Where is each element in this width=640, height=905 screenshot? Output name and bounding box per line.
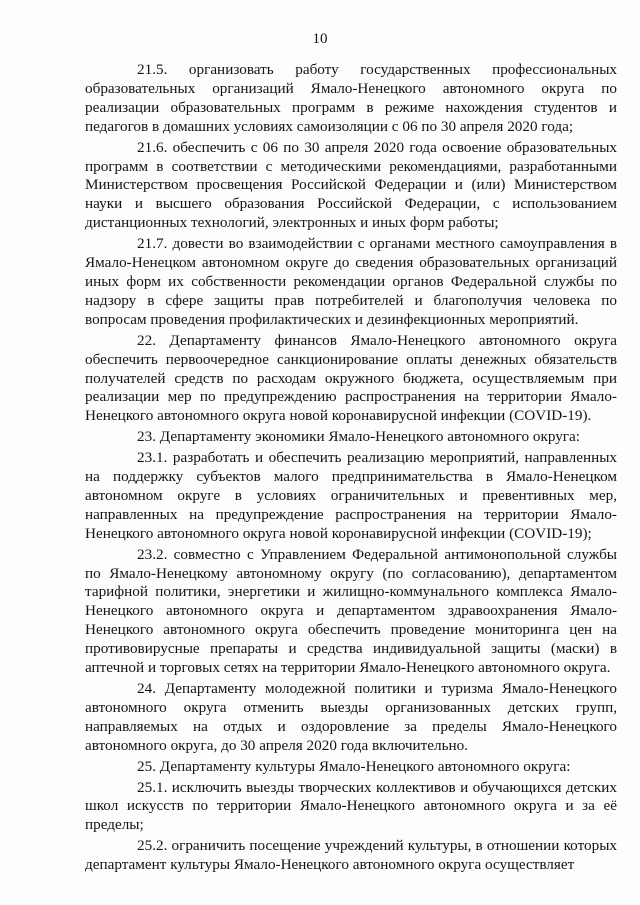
paragraph-21-6: 21.6. обеспечить с 06 по 30 апреля 2020 года освоение образовательных программ в соответствии с методическими рекомендациями, разработанными Министерством просвещения Российской Федерации и (или) Министерством науки и высшего образования Российской Федерации, с использованием дистанционных технологий, электронных и иных форм работы; <box>85 138 617 232</box>
paragraph-23-1: 23.1. разработать и обеспечить реализацию мероприятий, направленных на поддержку субъектов малого предпринимательства в Ямало-Ненецком автономном округе в условиях ограничительных и превентивных мер, направленных на предупреждение распространения на территории Ямало-Ненецкого автономного округа новой коронавирусной инфекции (COVID-19); <box>85 449 617 542</box>
paragraph-22: 22. Департаменту финансов Ямало-Ненецкого автономного округа обеспечить первоочередное санкционирование оплаты денежных обязательств получателей средств по расходам окружного бюджета, осуществляемым при реализации мер по предупреждению распространения на территории Ямало-Ненецкого автономного округа новой коронавирусной инфекции (COVID-19). <box>85 331 617 425</box>
paragraph-25-1: 25.1. исключить выезды творческих коллективов и обучающихся детских школ искусств по территории Ямало-Ненецкого автономного округа и за её пределы; <box>85 778 617 834</box>
paragraph-25: 25. Департаменту культуры Ямало-Ненецкого автономного округа: <box>137 757 571 775</box>
document-body <box>85 61 617 875</box>
paragraph-21-5: 21.5. организовать работу государственных профессиональных образовательных организаций Ямало-Ненецкого автономного округа по реализации образовательных программ в режиме нахождения студентов и педагогов в домашних условиях самоизоляции с 06 по 30 апреля 2020 года; <box>85 61 617 135</box>
paragraph-23-2: 23.2. совместно с Управлением Федеральной антимонопольной службы по Ямало-Ненецкому автономному округу (по согласованию), департаментом тарифной политики, энергетики и жилищно-коммунального комплекса Ямало-Ненецкого автономного округа и департаментом здравоохранения Ямало-Ненецкого автономного округа обеспечить проведение мониторинга цен на противовирусные препараты и средства индивидуальной защиты (маски) в аптечной и торговых сетях на территории Ямало-Ненецкого автономного округа. <box>85 545 617 677</box>
paragraph-25-2: 25.2. ограничить посещение учреждений культуры, в отношении которых департамент культуры Ямало-Ненецкого автономного округа осуществляет <box>85 837 617 874</box>
paragraph-21-7: 21.7. довести во взаимодействии с органами местного самоуправления в Ямало-Ненецком автономном округе до сведения образовательных организаций иных форм их собственности рекомендации органов Федеральной службы по надзору в сфере защиты прав потребителей и благополучия человека по вопросам проведения профилактических и дезинфекционных мероприятий. <box>85 235 617 328</box>
page-number: 10 <box>312 31 328 47</box>
paragraph-24: 24. Департаменту молодежной политики и туризма Ямало-Ненецкого автономного округа отменить выезды организованных детских групп, направляемых на отдых и оздоровление за пределы Ямало-Ненецкого автономного округа, до 30 апреля 2020 года включительно. <box>85 680 617 754</box>
paragraph-23: 23. Департаменту экономики Ямало-Ненецкого автономного округа: <box>137 428 581 446</box>
